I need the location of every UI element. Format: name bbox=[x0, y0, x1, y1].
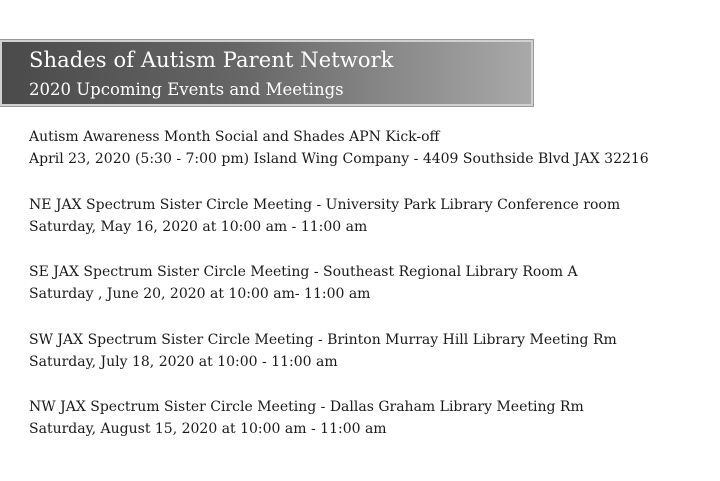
event-details: Saturday, July 18, 2020 at 10:00 - 11:00 am bbox=[29, 353, 338, 370]
page-subtitle: 2020 Upcoming Events and Meetings bbox=[29, 80, 344, 99]
event-item bbox=[29, 194, 714, 238]
event-item bbox=[29, 261, 714, 305]
header-banner bbox=[0, 40, 533, 106]
event-item bbox=[29, 126, 714, 170]
event-title: Autism Awareness Month Social and Shades APN Kick-off bbox=[29, 129, 440, 145]
event-details: Saturday, August 15, 2020 at 10:00 am - 11:00 am bbox=[29, 421, 387, 437]
event-title: SW JAX Spectrum Sister Circle Meeting - Brinton Murray Hill Library Meeting Rm bbox=[29, 331, 617, 348]
event-title: NW JAX Spectrum Sister Circle Meeting - Dallas Graham Library Meeting Rm bbox=[29, 399, 584, 415]
event-details: Saturday , June 20, 2020 at 10:00 am- 11:00 am bbox=[29, 286, 371, 302]
event-details: April 23, 2020 (5:30 - 7:00 pm) Island Wing Company - 4409 Southside Blvd JAX 32216 bbox=[29, 151, 649, 167]
event-title: NE JAX Spectrum Sister Circle Meeting - University Park Library Conference room bbox=[29, 196, 621, 213]
event-list bbox=[29, 126, 714, 464]
event-item bbox=[29, 396, 714, 440]
page-title: Shades of Autism Parent Network bbox=[29, 48, 394, 72]
event-details: Saturday, May 16, 2020 at 10:00 am - 11:00 am bbox=[29, 218, 368, 235]
event-item bbox=[29, 329, 714, 373]
event-title: SE JAX Spectrum Sister Circle Meeting - Southeast Regional Library Room A bbox=[29, 264, 578, 280]
